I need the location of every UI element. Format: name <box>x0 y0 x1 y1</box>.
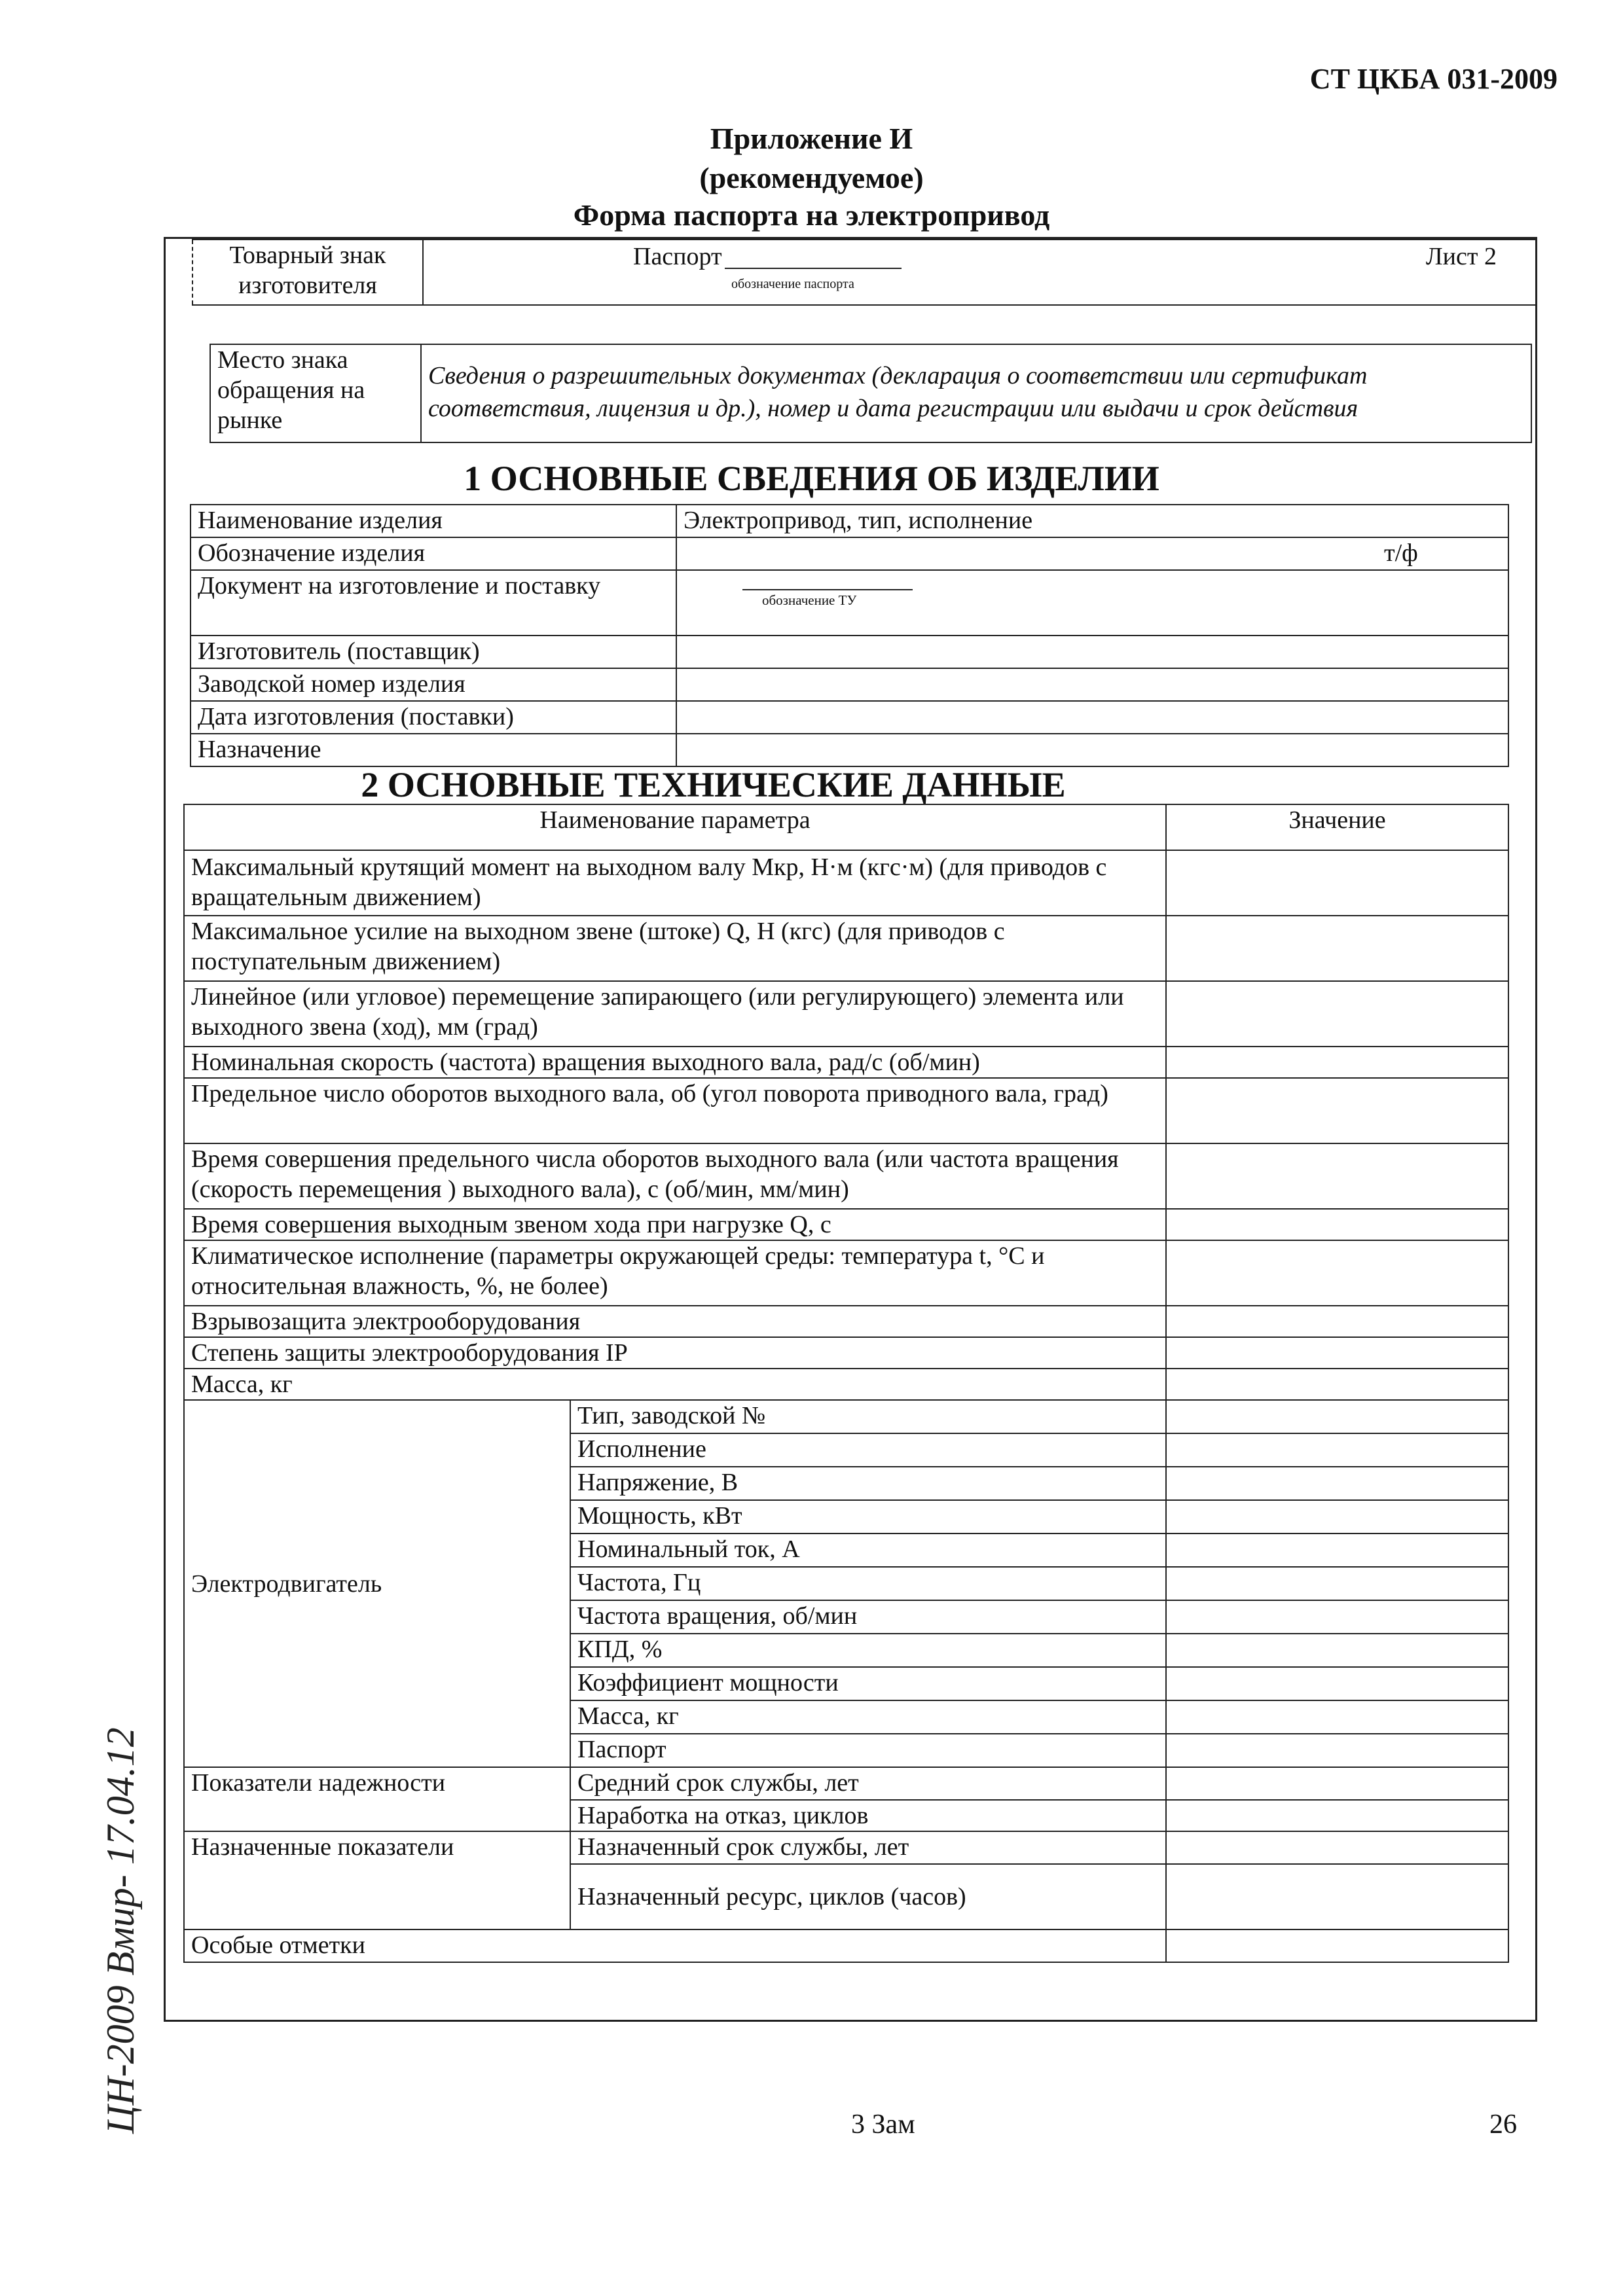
table-row <box>184 1047 1508 1078</box>
table-row <box>184 1306 1508 1337</box>
param-value <box>1166 1734 1508 1767</box>
motor-param: Масса, кг <box>570 1700 1166 1734</box>
row-value <box>676 570 1508 636</box>
param-name: Номинальная скорость (частота) вращения выходного вала, рад/с (об/мин) <box>184 1047 1166 1078</box>
market-mark-box <box>210 344 1532 443</box>
row-value <box>676 636 1508 668</box>
passport-number-line <box>725 242 902 269</box>
row-label: Дата изготовления (поставки) <box>191 701 676 734</box>
table-header-row <box>184 804 1508 850</box>
form-title: Форма паспорта на электропривод <box>573 198 1050 232</box>
param-name: Максимальное усилие на выходном звене (штоке) Q, Н (кгс) (для приводов с поступательным движением) <box>184 916 1166 981</box>
passport-sub-label: обозначение паспорта <box>731 277 854 291</box>
motor-param: Мощность, кВт <box>570 1500 1166 1534</box>
row-label: Изготовитель (поставщик) <box>191 636 676 668</box>
param-value <box>1166 916 1508 981</box>
param-name: Степень защиты электрооборудования IP <box>184 1337 1166 1369</box>
motor-param: Паспорт <box>570 1734 1166 1767</box>
row-value <box>676 701 1508 734</box>
param-value <box>1166 1467 1508 1500</box>
param-name: Максимальный крутящий момент на выходном валу Мкр, Н·м (кгс·м) (для приводов с вращательным движением) <box>184 850 1166 916</box>
param-value <box>1166 1567 1508 1600</box>
reliability-param: Средний срок службы, лет <box>570 1767 1166 1800</box>
param-value <box>1166 1209 1508 1240</box>
param-value <box>1166 1369 1508 1400</box>
passport-label: Паспорт <box>633 243 722 270</box>
param-value <box>1166 1700 1508 1734</box>
permit-info-cell: Сведения о разрешительных документах (декларация о соответствии или сертификат соответствия, лицензия и др.), номер и дата регистрации или выдачи и срок действия <box>421 344 1531 442</box>
row-value: Электропривод, тип, исполнение <box>676 505 1508 537</box>
row-label: Назначение <box>191 734 676 766</box>
margin-handwritten-note: ЦН-2009 Вмир- 17.04.12 <box>99 1727 142 2134</box>
assigned-param: Назначенный срок службы, лет <box>570 1831 1166 1864</box>
param-value <box>1166 1600 1508 1634</box>
reliability-param: Наработка на отказ, циклов <box>570 1800 1166 1831</box>
spec-sub-label: обозначение ТУ <box>762 592 857 608</box>
sheet-label: Лист 2 <box>1425 243 1497 270</box>
param-name: Время совершения выходным звеном хода при нагрузке Q, с <box>184 1209 1166 1240</box>
table-row <box>191 505 1508 537</box>
motor-param: Частота, Гц <box>570 1567 1166 1600</box>
standard-code: СТ ЦКБА 031-2009 <box>1309 63 1558 95</box>
param-value <box>1166 1240 1508 1306</box>
table-row <box>191 636 1508 668</box>
param-value <box>1166 1667 1508 1700</box>
special-notes-label: Особые отметки <box>184 1929 1166 1962</box>
row-label: Заводской номер изделия <box>191 668 676 701</box>
param-name: Взрывозащита электрооборудования <box>184 1306 1166 1337</box>
param-value <box>1166 1831 1508 1864</box>
param-name: Предельное число оборотов выходного вала, об (угол поворота приводного вала, град) <box>184 1078 1166 1143</box>
param-value <box>1166 1800 1508 1831</box>
table-row <box>184 916 1508 981</box>
table-row <box>184 1400 1508 1433</box>
table-row <box>184 1831 1508 1864</box>
table-row <box>191 668 1508 701</box>
param-value <box>1166 1534 1508 1567</box>
row-label: Документ на изготовление и поставку <box>191 570 676 636</box>
table-row <box>184 1240 1508 1306</box>
section1-title: 1 ОСНОВНЫЕ СВЕДЕНИЯ ОБ ИЗДЕЛИИ <box>464 459 1159 498</box>
param-value <box>1166 1400 1508 1433</box>
appendix-title: Приложение И <box>710 122 913 155</box>
value-column-header: Значение <box>1166 804 1508 850</box>
motor-param: Частота вращения, об/мин <box>570 1600 1166 1634</box>
param-value <box>1166 1500 1508 1534</box>
motor-group-label: Электродвигатель <box>184 1400 570 1767</box>
passport-header-box <box>192 239 1537 306</box>
param-value <box>1166 1929 1508 1962</box>
passport-cell <box>423 240 1537 305</box>
motor-param: Напряжение, В <box>570 1467 1166 1500</box>
table-row <box>184 981 1508 1047</box>
param-value <box>1166 1634 1508 1667</box>
row-label: Обозначение изделия <box>191 537 676 570</box>
param-name: Климатическое исполнение (параметры окружающей среды: температура t, °С и относительная влажность, %, не более) <box>184 1240 1166 1306</box>
param-value <box>1166 1337 1508 1369</box>
param-value <box>1166 1433 1508 1467</box>
table-row <box>191 734 1508 766</box>
param-name: Масса, кг <box>184 1369 1166 1400</box>
row-value <box>676 668 1508 701</box>
param-name: Время совершения предельного числа оборотов выходного вала (или частота вращения (скорость перемещения ) выходного вала), с (об/мин, мм/мин) <box>184 1143 1166 1209</box>
table-row <box>184 1078 1508 1143</box>
param-value <box>1166 850 1508 916</box>
param-column-header: Наименование параметра <box>184 804 1166 850</box>
assigned-group-label: Назначенные показатели <box>184 1831 570 1929</box>
table-row <box>184 1369 1508 1400</box>
motor-param: Тип, заводской № <box>570 1400 1166 1433</box>
param-value <box>1166 1143 1508 1209</box>
mark-place-cell: Место знака обращения на рынке <box>210 344 421 442</box>
table-row <box>191 701 1508 734</box>
table-row <box>184 1337 1508 1369</box>
param-value <box>1166 1864 1508 1929</box>
row-label: Наименование изделия <box>191 505 676 537</box>
appendix-type: (рекомендуемое) <box>699 161 924 194</box>
spec-underline <box>742 589 913 590</box>
motor-param: Исполнение <box>570 1433 1166 1467</box>
table-row <box>191 570 1508 636</box>
row-value: т/ф <box>676 537 1508 570</box>
row-value <box>676 734 1508 766</box>
param-value <box>1166 1047 1508 1078</box>
page-number: 26 <box>1489 2109 1517 2140</box>
param-value <box>1166 1767 1508 1800</box>
motor-param: КПД, % <box>570 1634 1166 1667</box>
table-row <box>184 850 1508 916</box>
change-note: 3 Зам <box>851 2109 915 2140</box>
param-name: Линейное (или угловое) перемещение запирающего (или регулирующего) элемента или выходного звена (ход), мм (град) <box>184 981 1166 1047</box>
tech-data-table <box>183 804 1509 1963</box>
motor-param: Номинальный ток, А <box>570 1534 1166 1567</box>
table-row <box>184 1143 1508 1209</box>
table-row <box>184 1209 1508 1240</box>
param-value <box>1166 1078 1508 1143</box>
param-value <box>1166 981 1508 1047</box>
reliability-group-label: Показатели надежности <box>184 1767 570 1831</box>
trademark-cell: Товарный знак изготовителя <box>192 240 423 305</box>
table-row <box>184 1767 1508 1800</box>
table-row <box>184 1929 1508 1962</box>
product-info-table <box>190 504 1509 767</box>
param-value <box>1166 1306 1508 1337</box>
section2-title: 2 ОСНОВНЫЕ ТЕХНИЧЕСКИЕ ДАННЫЕ <box>361 765 1066 804</box>
motor-param: Коэффициент мощности <box>570 1667 1166 1700</box>
assigned-param: Назначенный ресурс, циклов (часов) <box>570 1864 1166 1929</box>
table-row <box>191 537 1508 570</box>
